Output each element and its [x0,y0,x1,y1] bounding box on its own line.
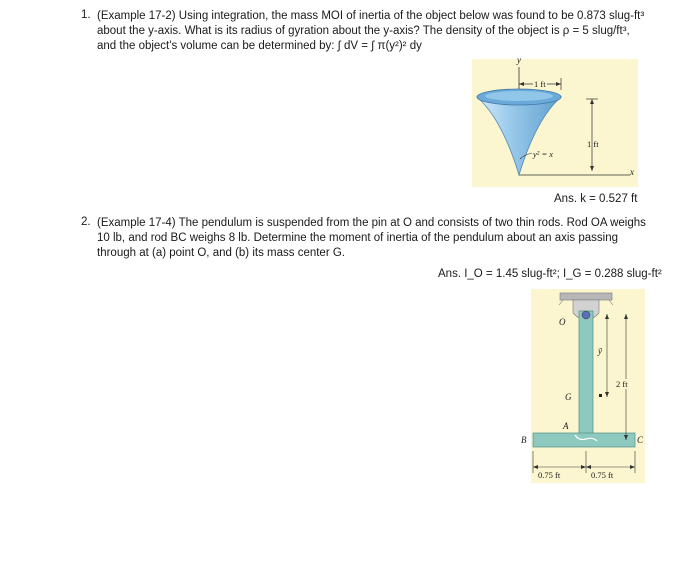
q2-label-b: B [521,435,527,445]
q2-label-g: G [565,392,572,402]
q1-paraboloid [477,97,561,175]
q2-dim-2ft: 2 ft [616,379,628,389]
q1-number: 1. [81,9,91,21]
q2-line-3: through at (a) point O, and (b) its mass center G. [97,247,345,259]
q2-dim-left: 0.75 ft [538,470,561,480]
q1-side-dim: 1 ft [587,139,599,149]
q2-line-2: 10 lb, and rod BC weighs 8 lb. Determine the moment of inertia of the pendulum about an axis passing [97,232,618,244]
q2-dim-right: 0.75 ft [591,470,614,480]
q2-rod-oa [579,311,593,435]
q2-ceiling-support [560,293,612,300]
q2-line-1: (Example 17-4) The pendulum is suspended from the pin at O and consists of two thin rods. Rod OA weighs [97,217,646,229]
q1-line-1: (Example 17-2) Using integration, the mass MOI of inertia of the object below was found to be 0.873 slug-ft³ [97,10,645,22]
q1-answer: Ans. k = 0.527 ft [554,193,638,205]
q2-figure [513,289,645,483]
q1-text [97,9,644,54]
q2-answer: Ans. I_O = 1.45 slug-ft²; I_G = 0.288 slug-ft² [438,268,662,280]
q1-y-label: y [517,55,521,65]
q2-label-c: C [637,435,644,445]
q1-line-2: about the y-axis. What is its radius of gyration about the y-axis? The density of the object is ρ = 5 slug/ft³, [97,25,630,37]
q1-top-disk-highlight [485,91,553,101]
q2-mass-center-dot [599,394,602,397]
q2-pin-o [582,311,590,319]
q1-x-label: x [630,167,634,177]
q2-label-a: A [563,421,569,431]
q2-number: 2. [81,216,91,228]
q2-label-ybar: ȳ [598,346,602,356]
q1-curve-label: y² = x [533,149,554,159]
q2-text [97,216,646,261]
q1-line-3: and the object's volume can be determined by: ∫ dV = ∫ π(y²)² dy [97,40,422,52]
q1-top-dim: 1 ft [534,79,546,89]
q2-label-o: O [559,317,566,327]
q1-figure [472,55,638,187]
